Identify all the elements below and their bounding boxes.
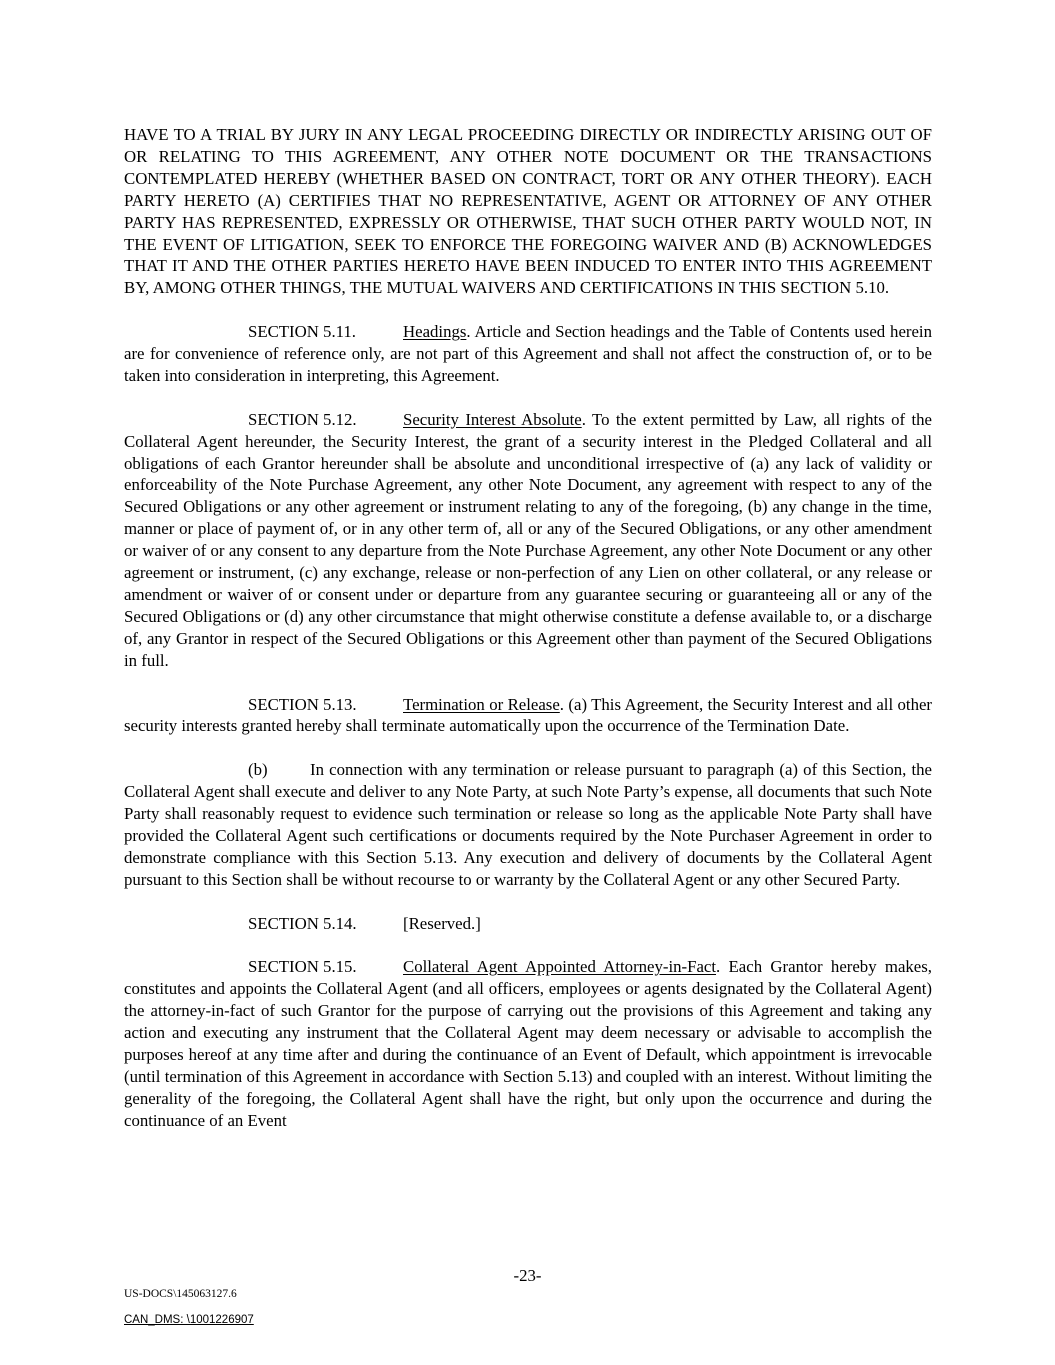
section-number: SECTION 5.12. bbox=[248, 409, 357, 429]
section-number: SECTION 5.14. bbox=[248, 913, 357, 933]
section-body: . (a) This Agreement, the Security Interest and all other security interests granted hereby shall terminate automatically upon the occurrence of the Termination Date. bbox=[124, 694, 933, 736]
continuation-paragraph: HAVE TO A TRIAL BY JURY IN ANY LEGAL PROCEEDING DIRECTLY OR INDIRECTLY ARISING OUT OF OR RELATING TO THIS AGREEMENT, ANY OTHER NOTE DOCUMENT OR THE TRANSACTIONS CONTEMPLATED HEREBY (WHETHER BASED ON CONTRACT, TORT OR ANY OTHER THEORY). EACH PARTY HERETO (A) CERTIFIES THAT NO REPRESENTATIVE, AGENT OR ATTORNEY OF ANY OTHER PARTY HAS REPRESENTED, EXPRESSLY OR OTHERWISE, THAT SUCH OTHER PARTY WOULD NOT, IN THE EVENT OF LITIGATION, SEEK TO ENFORCE THE FOREGOING WAIVER AND (B) ACKNOWLEDGES THAT IT AND THE OTHER PARTIES HERETO HAVE BEEN INDUCED TO ENTER INTO THIS AGREEMENT BY, AMONG OTHER THINGS, THE MUTUAL WAIVERS AND CERTIFICATIONS IN THIS SECTION 5.10. bbox=[124, 125, 932, 298]
document-id: US-DOCS\145063127.6 bbox=[124, 1288, 237, 1300]
section-body: . Each Grantor hereby makes, constitutes and appoints the Collateral Agent (and all officers, employees or agents designated by the Collateral Agent) the attorney-in-fact of such Grantor for the purpose of carrying out the provisions of this Agreement and taking any action and executing any instrument that the Collateral Agent may deem necessary or advisable to accomplish the purposes hereof at any time after and during the continuance of an Event of Default, which appointment is irrevocable (until termination of this Agreement in accordance with Section 5.13) and coupled with an interest. Without limiting the generality of the foregoing, the Collateral Agent shall have the right, but only upon the occurrence and during the continuance of an Event bbox=[124, 957, 932, 1130]
section-5-14 bbox=[124, 913, 932, 935]
section-heading: Security Interest Absolute bbox=[403, 409, 582, 429]
section-5-11 bbox=[124, 321, 932, 387]
page-number: -23- bbox=[513, 1266, 542, 1285]
subparagraph-body: In connection with any termination or release pursuant to paragraph (a) of this Section, the Collateral Agent shall execute and deliver to any Note Party, at such Note Party’s expense, all documents that such Note Party shall reasonably request to evidence such termination or release so long as the applicable Note Party shall have provided the Collateral Agent such certifications or documents required by the Note Purchaser Agreement in order to demonstrate compliance with this Section 5.13. Any execution and delivery of documents by the Collateral Agent pursuant to this Section shall be without recourse to or warranty by the Collateral Agent or any other Secured Party. bbox=[124, 760, 932, 889]
section-number: SECTION 5.11. bbox=[248, 322, 356, 342]
section-5-13 bbox=[124, 694, 932, 738]
dms-id: CAN_DMS: \1001226907 bbox=[124, 1314, 254, 1326]
subparagraph-label: (b) bbox=[248, 760, 268, 780]
document-page bbox=[124, 124, 932, 1132]
section-heading: Termination or Release bbox=[403, 694, 560, 714]
section-heading: Headings bbox=[403, 322, 467, 342]
section-body: . Article and Section headings and the Table of Contents used herein are for convenience of reference only, are not part of this Agreement and shall not affect the construction of, or to be taken into consideration in interpreting, this Agreement. bbox=[124, 322, 932, 385]
section-5-13-b bbox=[124, 759, 932, 890]
section-5-15 bbox=[124, 956, 932, 1131]
section-body: . To the extent permitted by Law, all rights of the Collateral Agent hereunder, the Security Interest, the grant of a security interest in the Pledged Collateral and all obligations of each Grantor hereunder shall be absolute and unconditional irrespective of (a) any lack of validity or enforceability of the Note Purchase Agreement, any other Note Document, any agreement with respect to any of the Secured Obligations or any other agreement or instrument relating to any of the foregoing, (b) any change in the time, manner or place of payment of, or in any other term of, all or any of the Secured Obligations, or any other amendment or waiver of or any consent to any departure from the Note Purchase Agreement, any other Note Document or any other agreement or instrument, (c) any exchange, release or non-perfection of any Lien on other collateral, or any release or amendment or waiver of or consent under or departure from any guarantee securing or guaranteeing all or any of the Secured Obligations or (d) any other circumstance that might otherwise constitute a defense available to, or a discharge of, any Grantor in respect of the Secured Obligations or this Agreement other than payment of the Secured Obligations in full. bbox=[124, 409, 932, 670]
section-body: [Reserved.] bbox=[403, 913, 481, 933]
section-number: SECTION 5.15. bbox=[248, 957, 357, 977]
section-5-12 bbox=[124, 409, 932, 672]
section-heading: Collateral Agent Appointed Attorney-in-Fact bbox=[403, 957, 717, 977]
section-number: SECTION 5.13. bbox=[248, 694, 357, 714]
